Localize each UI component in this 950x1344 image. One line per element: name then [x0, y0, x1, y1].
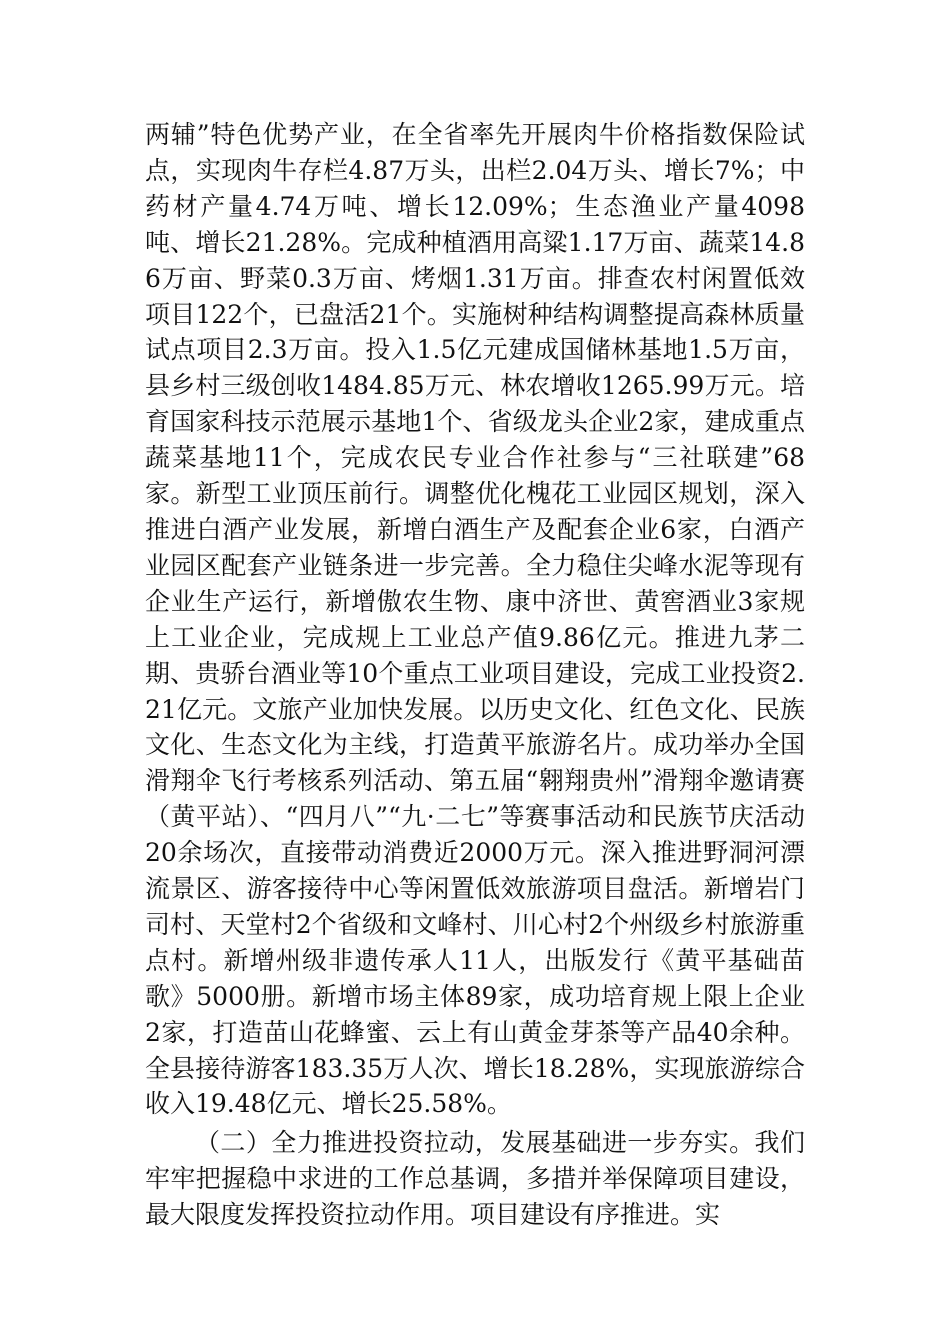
body-paragraph-1: 两辅”特色优势产业，在全省率先开展肉牛价格指数保险试点，实现肉牛存栏4.87万头，出栏2.04万头、增长7%；中药材产量4.74万吨、增长12.09%；生态渔业产量4098吨、增长21.28%。完成种植酒用高粱1.17万亩、蔬菜14.86万亩、野菜0.3万亩、烤烟1.31万亩。排查农村闲置低效项目122个，已盘活21个。实施树种结构调整提高森林质量试点项目2.3万亩。投入1.5亿元建成国储林基地1.5万亩，县乡村三级创收1484.85万元、林农增收1265.99万元。培育国家科技示范展示基地1个、省级龙头企业2家，建成重点蔬菜基地11个，完成农民专业合作社参与“三社联建”68家。新型工业顶压前行。调整优化槐花工业园区规划，深入推进白酒产业发展，新增白酒生产及配套企业6家，白酒产业园区配套产业链条进一步完善。全力稳住尖峰水泥等现有企业生产运行，新增傲农生物、康中济世、黄窖酒业3家规上工业企业，完成规上工业总产值9.86亿元。推进九茅二期、贵骄台酒业等10个重点工业项目建设，完成工业投资2.21亿元。文旅产业加快发展。以历史文化、红色文化、民族文化、生态文化为主线，打造黄平旅游名片。成功举办全国滑翔伞飞行考核系列活动、第五届“翱翔贵州”滑翔伞邀请赛（黄平站）、“四月八”“九·二七”等赛事活动和民族节庆活动20余场次，直接带动消费近2000万元。深入推进野洞河漂流景区、游客接待中心等闲置低效旅游项目盘活。新增岩门司村、天堂村2个省级和文峰村、川心村2个州级乡村旅游重点村。新增州级非遗传承人11人，出版发行《黄平基础苗歌》5000册。新增市场主体89家，成功培育规上限上企业2家，打造苗山花蜂蜜、云上有山黄金芽茶等产品40余种。全县接待游客183.35万人次、增长18.28%，实现旅游综合收入19.48亿元、增长25.58%。 — [145, 120, 805, 1119]
body-paragraph-2: （二）全力推进投资拉动，发展基础进一步夯实。我们牢牢把握稳中求进的工作总基调，多措并举保障项目建设，最大限度发挥投资拉动作用。项目建设有序推进。实 — [145, 1128, 805, 1229]
